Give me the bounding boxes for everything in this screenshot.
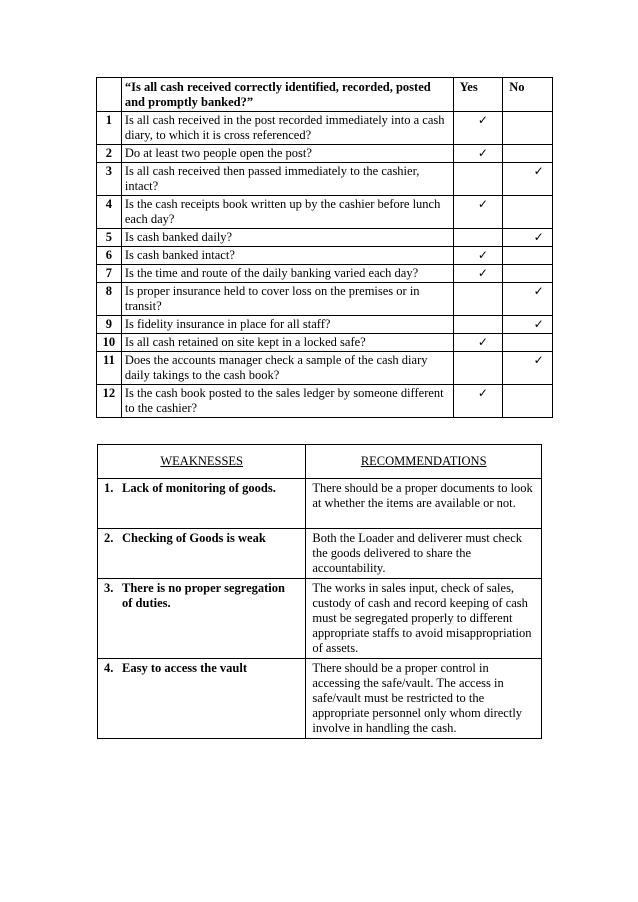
question-text: Is the cash book posted to the sales ledger by someone different to the cashier? — [121, 385, 453, 418]
question-number: 1 — [97, 112, 122, 145]
weakness-text: Easy to access the vault — [122, 661, 247, 675]
weakness-index: 4. — [104, 661, 114, 675]
no-cell — [503, 316, 553, 334]
question-number: 9 — [97, 316, 122, 334]
checklist-row — [97, 163, 553, 196]
weakness-index: 3. — [104, 581, 114, 595]
no-check-icon: ✓ — [533, 230, 544, 244]
checklist-row — [97, 283, 553, 316]
weakness-text: Lack of monitoring of goods. — [122, 481, 276, 495]
no-cell — [503, 385, 553, 418]
weaknesses-header-label: WEAKNESSES — [160, 454, 244, 468]
yes-cell — [453, 316, 503, 334]
checklist-row — [97, 316, 553, 334]
yes-cell — [453, 352, 503, 385]
no-cell — [503, 283, 553, 316]
no-cell — [503, 163, 553, 196]
yes-check-icon: ✓ — [477, 113, 488, 127]
recommendations-header-label: RECOMMENDATIONS — [360, 454, 487, 468]
checklist-row — [97, 265, 553, 283]
checklist-row — [97, 385, 553, 418]
checklist-row — [97, 229, 553, 247]
recommendations-header — [306, 445, 542, 479]
yes-cell — [453, 196, 503, 229]
yes-cell — [453, 247, 503, 265]
no-cell — [503, 112, 553, 145]
weakness-index: 2. — [104, 531, 114, 545]
yes-cell — [453, 229, 503, 247]
checklist-row — [97, 247, 553, 265]
checklist-row — [97, 352, 553, 385]
no-cell — [503, 265, 553, 283]
weakness-cell — [98, 479, 306, 529]
recommendation-text: The works in sales input, check of sales, custody of cash and record keeping of cash must be segregated properly to different appropriate staffs to avoid misappropriation of assets. — [306, 579, 542, 659]
yes-cell — [453, 112, 503, 145]
question-text: Is fidelity insurance in place for all staff? — [121, 316, 453, 334]
weakness-row — [98, 659, 542, 739]
question-text: Is the cash receipts book written up by the cashier before lunch each day? — [121, 196, 453, 229]
yes-cell — [453, 163, 503, 196]
question-text: Do at least two people open the post? — [121, 145, 453, 163]
question-number: 5 — [97, 229, 122, 247]
yes-check-icon: ✓ — [477, 197, 488, 211]
yes-cell — [453, 385, 503, 418]
yes-column-header: Yes — [453, 78, 503, 112]
no-cell — [503, 247, 553, 265]
weakness-row — [98, 479, 542, 529]
yes-cell — [453, 334, 503, 352]
no-cell — [503, 196, 553, 229]
yes-check-icon: ✓ — [477, 266, 488, 280]
weakness-row — [98, 579, 542, 659]
weakness-cell — [98, 659, 306, 739]
weakness-cell — [98, 529, 306, 579]
checklist-header-row — [97, 78, 553, 112]
recommendation-text: There should be a proper documents to look at whether the items are available or not. — [306, 479, 542, 529]
no-check-icon: ✓ — [533, 353, 544, 367]
recommendation-text: Both the Loader and deliverer must check the goods delivered to share the accountability. — [306, 529, 542, 579]
yes-cell — [453, 283, 503, 316]
recommendation-text: There should be a proper control in accessing the safe/vault. The access in safe/vault must be restricted to the appropriate personnel only whom directly involve in handling the cash. — [306, 659, 542, 739]
question-number: 12 — [97, 385, 122, 418]
yes-cell — [453, 265, 503, 283]
no-check-icon: ✓ — [533, 317, 544, 331]
question-number: 7 — [97, 265, 122, 283]
question-text: Is cash banked daily? — [121, 229, 453, 247]
yes-check-icon: ✓ — [477, 386, 488, 400]
question-number: 3 — [97, 163, 122, 196]
question-number: 8 — [97, 283, 122, 316]
yes-check-icon: ✓ — [477, 335, 488, 349]
checklist-row — [97, 112, 553, 145]
weakness-index: 1. — [104, 481, 114, 495]
weaknesses-recommendations-table — [97, 444, 542, 739]
checklist-row — [97, 145, 553, 163]
yes-cell — [453, 145, 503, 163]
no-column-header: No — [503, 78, 553, 112]
question-number: 4 — [97, 196, 122, 229]
question-text: Does the accounts manager check a sample of the cash diary daily takings to the cash book? — [121, 352, 453, 385]
checklist-question-header: “Is all cash received correctly identified, recorded, posted and promptly banked?” — [121, 78, 453, 112]
no-cell — [503, 334, 553, 352]
weakness-row — [98, 529, 542, 579]
yes-check-icon: ✓ — [477, 146, 488, 160]
weakness-cell — [98, 579, 306, 659]
weakness-text: Checking of Goods is weak — [122, 531, 266, 545]
question-text: Is cash banked intact? — [121, 247, 453, 265]
question-text: Is all cash retained on site kept in a locked safe? — [121, 334, 453, 352]
yes-check-icon: ✓ — [477, 248, 488, 262]
no-cell — [503, 352, 553, 385]
question-text: Is proper insurance held to cover loss on the premises or in transit? — [121, 283, 453, 316]
checklist-row — [97, 196, 553, 229]
question-number: 10 — [97, 334, 122, 352]
question-number: 6 — [97, 247, 122, 265]
question-text: Is all cash received then passed immediately to the cashier, intact? — [121, 163, 453, 196]
question-number: 2 — [97, 145, 122, 163]
weaknesses-header-row — [98, 445, 542, 479]
no-cell — [503, 229, 553, 247]
question-number: 11 — [97, 352, 122, 385]
header-number-cell — [97, 78, 122, 112]
checklist-row — [97, 334, 553, 352]
weaknesses-header — [98, 445, 306, 479]
question-text: Is all cash received in the post recorded immediately into a cash diary, to which it is cross referenced? — [121, 112, 453, 145]
weakness-text: There is no proper segregation of duties. — [122, 581, 285, 610]
question-text: Is the time and route of the daily banking varied each day? — [121, 265, 453, 283]
no-cell — [503, 145, 553, 163]
no-check-icon: ✓ — [533, 164, 544, 178]
cash-checklist-table — [96, 77, 553, 418]
no-check-icon: ✓ — [533, 284, 544, 298]
